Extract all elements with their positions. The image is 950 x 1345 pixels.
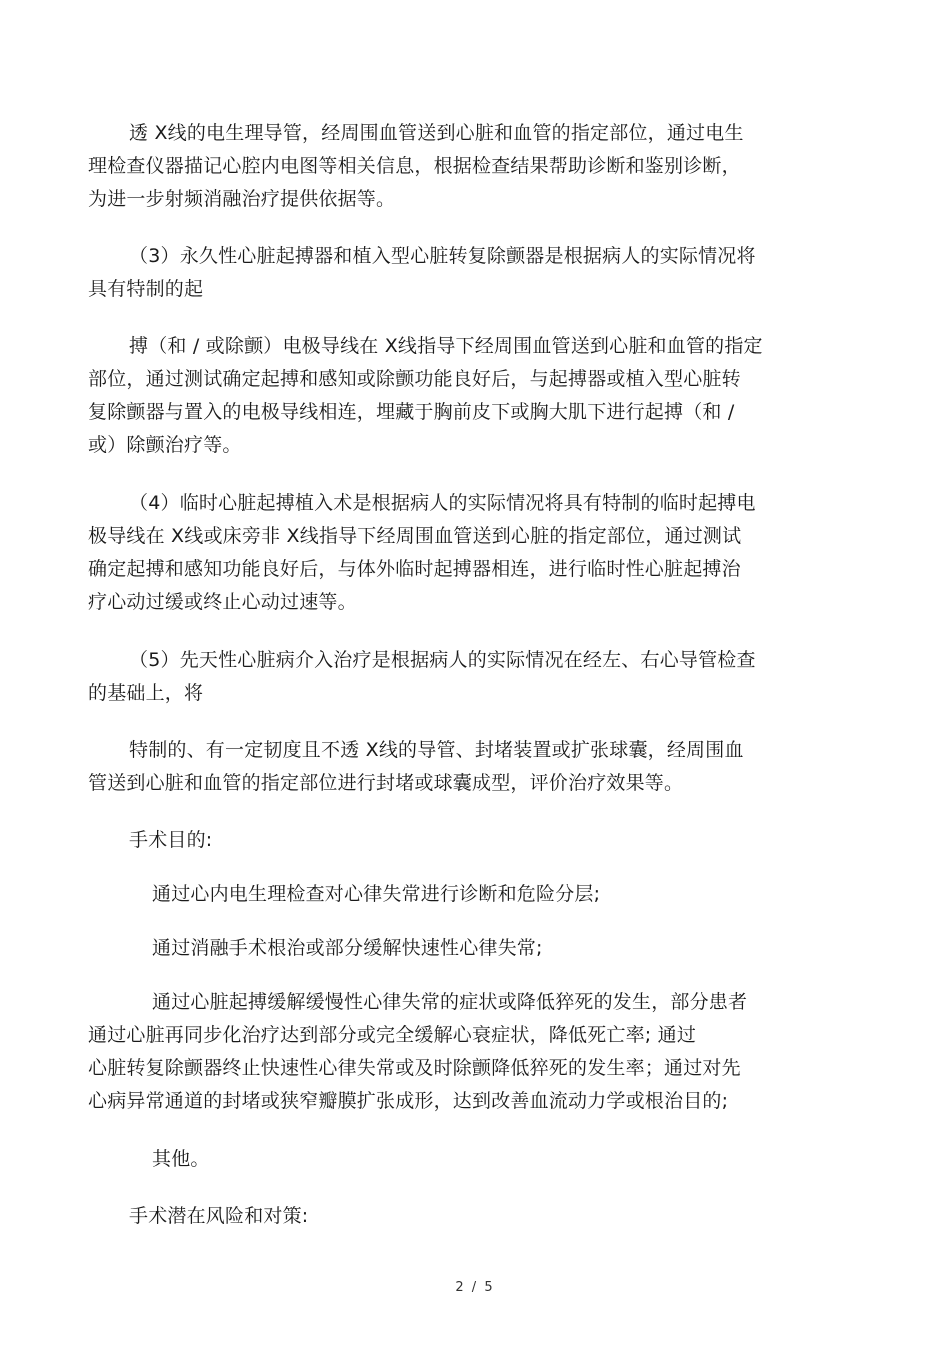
text-line: 理检查仪器描记心腔内电图等相关信息，根据检查结果帮助诊断和鉴别诊断， [88, 155, 741, 177]
text-line: （3）永久性心脏起搏器和植入型心脏转复除颤器是根据病人的实际情况将 [129, 245, 756, 267]
text-line: 透 X线的电生理导管，经周围血管送到心脏和血管的指定部位，通过电生 [129, 122, 744, 144]
text-line: 极导线在 X线或床旁非 X线指导下经周围血管送到心脏的指定部位，通过测试 [88, 525, 742, 547]
text-line: （5）先天性心脏病介入治疗是根据病人的实际情况在经左、右心导管检查 [129, 649, 756, 671]
text-line: 心病异常通道的封堵或狭窄瓣膜扩张成形，达到改善血流动力学或根治目的; [88, 1090, 729, 1112]
text-line: 为进一步射频消融治疗提供依据等。 [88, 188, 396, 210]
text-line: 通过心脏起搏缓解缓慢性心律失常的症状或降低猝死的发生，部分患者 [152, 991, 748, 1013]
section-heading: 手术目的: [129, 829, 213, 851]
text-line: 确定起搏和感知功能良好后，与体外临时起搏器相连，进行临时性心脏起搏治 [88, 558, 741, 580]
text-line: 特制的、有一定韧度且不透 X线的导管、封堵装置或扩张球囊，经周围血 [129, 739, 744, 761]
text-line: 其他。 [152, 1148, 210, 1170]
text-line: 通过心内电生理检查对心律失常进行诊断和危险分层; [152, 883, 601, 905]
text-line: 疗心动过缓或终止心动过速等。 [88, 591, 357, 613]
page-number: 2 / 5 [455, 1280, 495, 1295]
text-line: 搏（和 / 或除颤）电极导线在 X线指导下经周围血管送到心脏和血管的指定 [129, 335, 763, 357]
text-line: 复除颤器与置入的电极导线相连，埋藏于胸前皮下或胸大肌下进行起搏（和 / [88, 401, 735, 423]
text-line: 通过心脏再同步化治疗达到部分或完全缓解心衰症状，降低死亡率; 通过 [88, 1024, 697, 1046]
text-line: 心脏转复除颤器终止快速性心律失常或及时除颤降低猝死的发生率；通过对先 [88, 1057, 741, 1079]
text-line: （4）临时心脏起搏植入术是根据病人的实际情况将具有特制的临时起搏电 [129, 492, 756, 514]
text-line: 管送到心脏和血管的指定部位进行封堵或球囊成型，评价治疗效果等。 [88, 772, 684, 794]
text-line: 的基础上，将 [88, 682, 204, 704]
text-line: 部位，通过测试确定起搏和感知或除颤功能良好后，与起搏器或植入型心脏转 [88, 368, 741, 390]
text-line: 或）除颤治疗等。 [88, 434, 242, 456]
text-line: 具有特制的起 [88, 278, 204, 300]
text-line: 通过消融手术根治或部分缓解快速性心律失常; [152, 937, 543, 959]
section-heading: 手术潜在风险和对策: [129, 1205, 309, 1227]
